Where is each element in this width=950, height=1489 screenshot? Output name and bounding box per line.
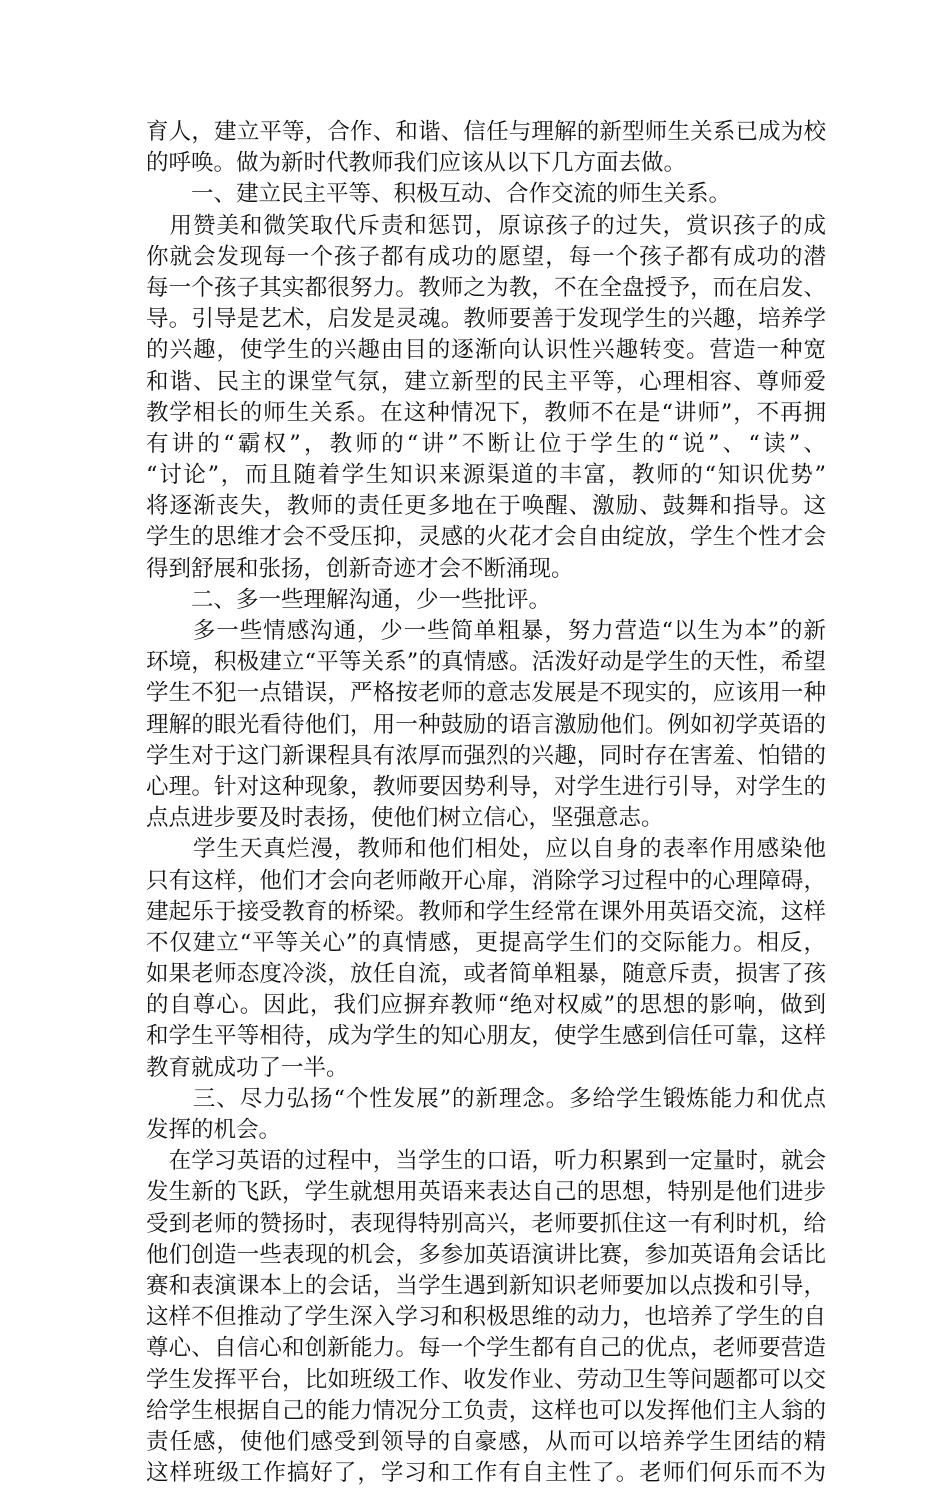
text-line: 这样不但推动了学生深入学习和积极思维的动力，也培养了学生的自 [146,1304,826,1331]
text-line: “讨论”，而且随着学生知识来源渠道的丰富，教师的“知识优势” [146,462,826,489]
text-line: 多一些情感沟通，少一些简单粗暴，努力营造“以生为本”的新 [146,618,826,644]
text-line: 建起乐于接受教育的桥梁。教师和学生经常在课外用英语交流，这样 [146,898,826,925]
document-body [146,117,826,1489]
text-line: 只有这样，他们才会向老师敞开心扉，消除学习过程中的心理障碍， [146,867,826,894]
text-line: 发挥的机会。 [146,1117,282,1143]
text-line: 和学生平等相待，成为学生的知心朋友，使学生感到信任可靠，这样 [146,1023,826,1050]
text-line: 教学相长的师生关系。在这种情况下，教师不在是“讲师”，不再拥 [146,399,826,426]
text-line: 理解的眼光看待他们，用一种鼓励的语言激励他们。例如初学英语的 [146,711,826,738]
text-line: 环境，积极建立“平等关系”的真情感。活泼好动是学生的天性，希望 [146,649,826,676]
text-line: 赛和表演课本上的会话，当学生遇到新知识老师要加以点拨和引导， [146,1272,826,1299]
text-line: 学生发挥平台，比如班级工作、收发作业、劳动卫生等问题都可以交 [146,1366,826,1393]
text-line: 将逐渐丧失，教师的责任更多地在于唤醒、激励、鼓舞和指导。这 [146,493,826,520]
text-line: 受到老师的赞扬时，表现得特别高兴，老师要抓住这一有利时机，给 [146,1210,826,1237]
text-line: 心理。针对这种现象，教师要因势利导，对学生进行引导，对学生的 [146,773,826,800]
text-line: 你就会发现每一个孩子都有成功的愿望，每一个孩子都有成功的潜 [146,243,826,270]
text-line: 发生新的飞跃，学生就想用英语来表达自己的思想，特别是他们进步 [146,1179,826,1206]
text-line: 教育就成功了一半。 [146,1054,349,1081]
text-line: 的兴趣，使学生的兴趣由目的逐渐向认识性兴趣转变。营造一种宽 [146,337,826,364]
text-line: 责任感，使他们感受到领导的自豪感，从而可以培养学生团结的精 [146,1428,826,1455]
text-line: 如果老师态度冷淡，放任自流，或者简单粗暴，随意斥责，损害了孩 [146,961,826,988]
text-line: 和谐、民主的课堂气氛，建立新型的民主平等，心理相容、尊师爱 [146,368,826,395]
text-line: 育人，建立平等，合作、和谐、信任与理解的新型师生关系已成为校 [146,119,826,145]
text-line: 导。引导是艺术，启发是灵魂。教师要善于发现学生的兴趣，培养学 [146,306,826,333]
text-line: 学生对于这门新课程具有浓厚而强烈的兴趣，同时存在害羞、怕错的 [146,742,826,769]
text-line: 他们创造一些表现的机会，多参加英语演讲比赛，参加英语角会话比 [146,1241,826,1268]
text-line: 得到舒展和张扬，创新奇迹才会不断涌现。 [146,555,574,582]
text-line: 有讲的“霸权”，教师的“讲”不断让位于学生的“说”、“读”、 [146,430,826,457]
text-line: 不仅建立“平等关心”的真情感，更提高学生们的交际能力。相反， [146,929,826,956]
text-line: 二、多一些理解沟通，少一些批评。 [146,586,552,613]
text-line: 一、建立民主平等、积极互动、合作交流的师生关系。 [146,181,732,208]
text-line: 尊心、自信心和创新能力。每一个学生都有自己的优点，老师要营造 [146,1335,826,1362]
text-line: 给学生根据自己的能力情况分工负责，这样也可以发挥他们主人翁的 [146,1397,826,1424]
text-line: 在学习英语的过程中，当学生的口语，听力积累到一定量时，就会 [146,1148,826,1175]
text-line: 三、尽力弘扬“个性发展”的新理念。多给学生锻炼能力和优点 [146,1085,826,1112]
text-line: 学生的思维才会不受压抑，灵感的火花才会自由绽放，学生个性才会 [146,524,826,551]
text-line: 点点进步要及时表扬，使他们树立信心，坚强意志。 [146,805,664,832]
text-line: 的呼唤。做为新时代教师我们应该从以下几方面去做。 [146,150,687,177]
text-line: 用赞美和微笑取代斥责和惩罚，原谅孩子的过失，赏识孩子的成 [169,212,826,239]
text-line: 这样班级工作搞好了，学习和工作有自主性了。老师们何乐而不为 [146,1460,826,1487]
text-line: 的自尊心。因此，我们应摒弃教师“绝对权威”的思想的影响，做到 [146,992,826,1019]
text-line: 每一个孩子其实都很努力。教师之为教，不在全盘授予，而在启发、 [146,274,826,301]
text-line: 学生不犯一点错误，严格按老师的意志发展是不现实的，应该用一种 [146,680,826,707]
text-line: 学生天真烂漫，教师和他们相处，应以自身的表率作用感染他 [192,836,826,863]
